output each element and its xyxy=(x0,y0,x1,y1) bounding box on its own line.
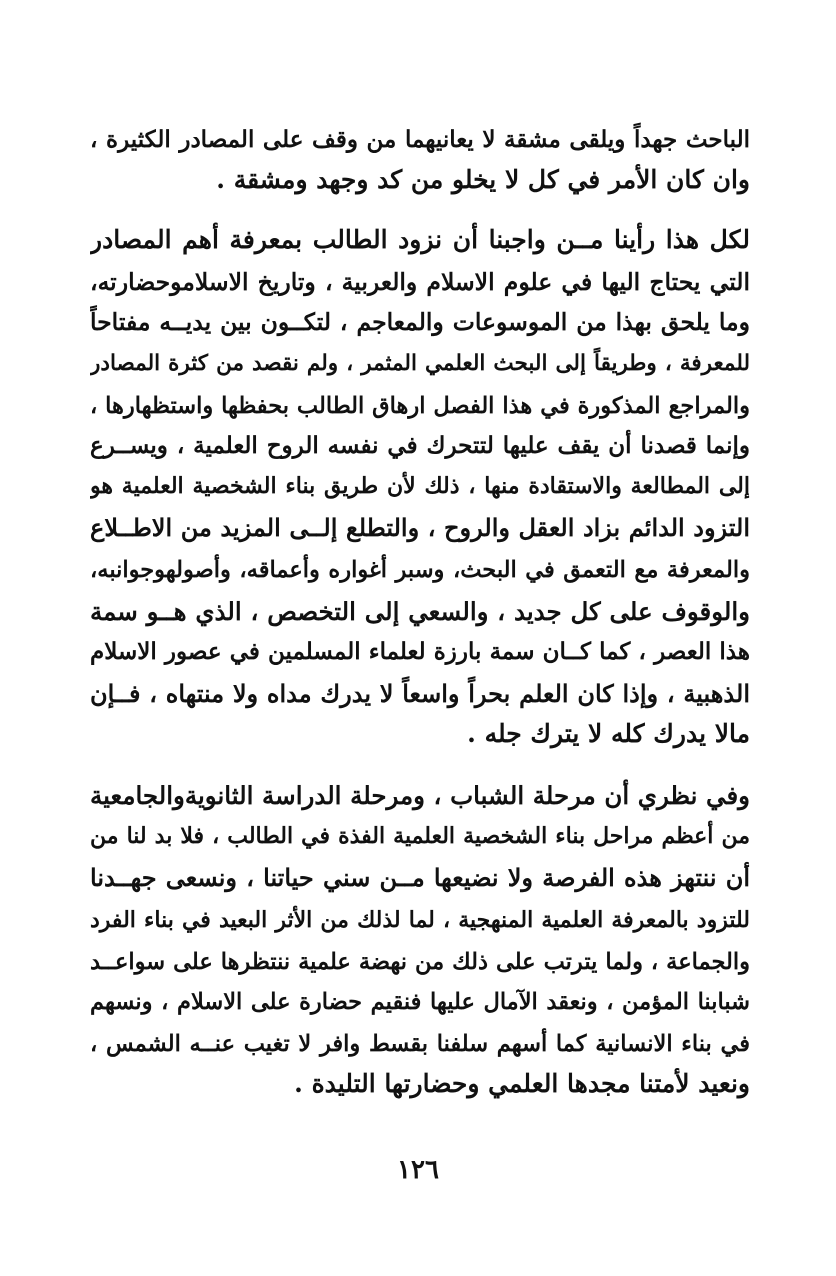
paragraph-3-line-3: أن ننتهز هذه الفرصة ولا نضيعها مــن سني حياتنا ، ونسعى جهــدنا xyxy=(90,863,750,892)
paragraph-2-line-4: للمعرفة ، وطريقاً إلى البحث العلمي المثمر ، ولم نقصد من كثرة المصادر xyxy=(90,351,750,376)
paragraph-1-line-2: وان كان الأمر في كل لا يخلو من كد وجهد ومشقة . xyxy=(216,165,750,194)
paragraph-3-line-7: في بناء الانسانية كما أسهم سلفنا بقسط وافر لا تغيب عنــه الشمس ، xyxy=(90,1031,750,1057)
paragraph-2-line-5: والمراجع المذكورة في هذا الفصل ارهاق الطالب بحفظها واستظهارها ، xyxy=(90,393,750,419)
paragraph-2-line-2: التي يحتاج اليها في علوم الاسلام والعربية ، وتاريخ الاسلاموحضارته، xyxy=(90,268,750,296)
paragraph-2-line-6: وإنما قصدنا أن يقف عليها لتتحرك في نفسه الروح العلمية ، ويســرع xyxy=(90,432,750,459)
paragraph-2-line-1: لكل هذا رأينا مــن واجبنا أن نزود الطالب بمعرفة أهم المصادر xyxy=(90,225,750,254)
paragraph-3-line-6: شبابنا المؤمن ، ونعقد الآمال عليها فنقيم حضارة على الاسلام ، ونسهم xyxy=(90,989,750,1015)
paragraph-3-line-8: ونعيد لأمتنا مجدها العلمي وحضارتها التليدة . xyxy=(294,1069,750,1098)
paragraph-3-line-2: من أعظم مراحل بناء الشخصية العلمية الفذة في الطالب ، فلا بد لنا من xyxy=(90,823,750,849)
paragraph-2-line-7: إلى المطالعة والاستقادة منها ، ذلك لأن طريق بناء الشخصية العلمية هو xyxy=(90,473,750,499)
paragraph-3-line-1: وفي نظري أن مرحلة الشباب ، ومرحلة الدراسة الثانويةوالجامعية xyxy=(90,781,750,810)
paragraph-1-line-1: الباحث جهداً ويلقى مشقة لا يعانيهما من وقف على المصادر الكثيرة ، xyxy=(90,126,750,153)
page-number: ١٢٦ xyxy=(397,1155,439,1185)
paragraph-2-line-10: والوقوف على كل جديد ، والسعي إلى التخصص ، الذي هــو سمة xyxy=(90,597,750,626)
paragraph-2-line-8: التزود الدائم بزاد العقل والروح ، والتطلع إلــى المزيد من الاطــلاع xyxy=(90,513,750,542)
paragraph-2-line-9: والمعرفة مع التعمق في البحث، وسبر أغواره وأعماقه، وأصولهوجوانبه، xyxy=(90,557,750,583)
paragraph-2-line-13: مالا يدرك كله لا يترك جله . xyxy=(467,719,750,748)
paragraph-2-line-11: هذا العصر ، كما كــان سمة بارزة لعلماء المسلمين في عصور الاسلام xyxy=(90,638,750,665)
paragraph-2-line-12: الذهبية ، وإذا كان العلم بحراً واسعاً لا يدرك مداه ولا منتهاه ، فــإن xyxy=(90,679,750,708)
paragraph-3-line-4: للتزود بالمعرفة العلمية المنهجية ، لما لذلك من الأثر البعيد في بناء الفرد xyxy=(90,907,750,933)
paragraph-3-line-5: والجماعة ، ولما يترتب على ذلك من نهضة علمية ننتظرها على سواعــد xyxy=(90,949,750,975)
paragraph-2-line-3: وما يلحق بهذا من الموسوعات والمعاجم ، لتكــون بين يديــه مفتاحاً xyxy=(90,308,750,336)
